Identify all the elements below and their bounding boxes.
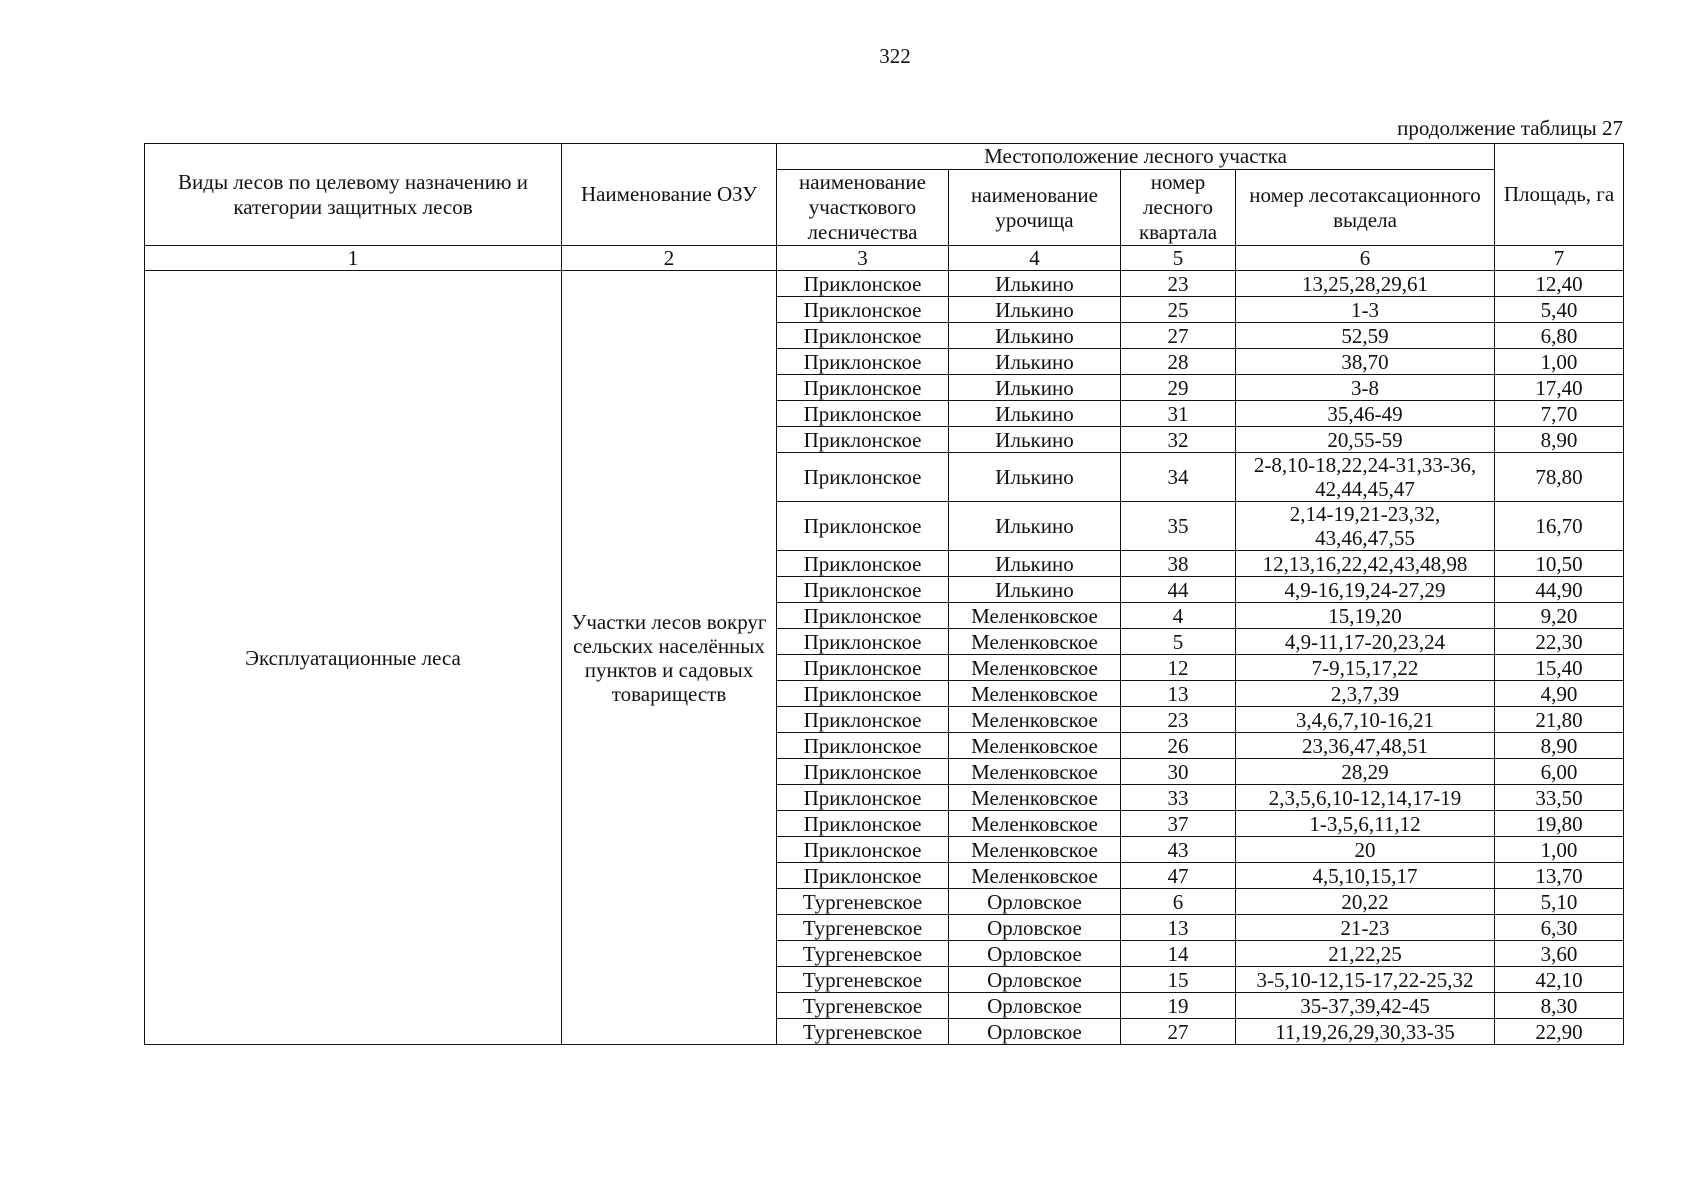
forestry-cell: Приклонское [777,603,949,629]
forestry-cell: Приклонское [777,551,949,577]
forestry-cell: Тургеневское [777,941,949,967]
column-number: 6 [1236,246,1495,271]
area-cell: 8,30 [1495,993,1624,1019]
area-cell: 9,20 [1495,603,1624,629]
quarter-cell: 37 [1121,811,1236,837]
plots-cell: 2,3,5,6,10-12,14,17-19 [1236,785,1495,811]
area-cell: 21,80 [1495,707,1624,733]
plots-cell: 3-8 [1236,375,1495,401]
plots-cell: 11,19,26,29,30,33-35 [1236,1019,1495,1045]
header-plots: номер лесотаксационного выдела [1236,170,1495,246]
forestry-cell: Приклонское [777,863,949,889]
forestry-cell: Приклонское [777,502,949,551]
forestry-cell: Приклонское [777,785,949,811]
quarter-cell: 30 [1121,759,1236,785]
header-area: Площадь, га [1495,144,1624,246]
area-cell: 78,80 [1495,453,1624,502]
forestry-cell: Приклонское [777,629,949,655]
column-number: 1 [145,246,562,271]
column-number: 7 [1495,246,1624,271]
forestry-cell: Приклонское [777,577,949,603]
forestry-cell: Приклонское [777,655,949,681]
forestry-cell: Тургеневское [777,1019,949,1045]
tract-cell: Меленковское [949,811,1121,837]
area-cell: 17,40 [1495,375,1624,401]
quarter-cell: 27 [1121,323,1236,349]
tract-cell: Илькино [949,297,1121,323]
area-cell: 6,30 [1495,915,1624,941]
tract-cell: Меленковское [949,629,1121,655]
plots-cell: 3,4,6,7,10-16,21 [1236,707,1495,733]
quarter-cell: 47 [1121,863,1236,889]
quarter-cell: 13 [1121,915,1236,941]
forestry-cell: Приклонское [777,759,949,785]
forestry-cell: Тургеневское [777,889,949,915]
quarter-cell: 31 [1121,401,1236,427]
plots-cell: 15,19,20 [1236,603,1495,629]
tract-cell: Меленковское [949,785,1121,811]
plots-cell: 2,3,7,39 [1236,681,1495,707]
forestry-cell: Приклонское [777,681,949,707]
plots-cell: 35,46-49 [1236,401,1495,427]
tract-cell: Меленковское [949,759,1121,785]
forestry-cell: Тургеневское [777,993,949,1019]
forestry-cell: Приклонское [777,271,949,297]
table-row [145,271,1624,297]
forestry-cell: Приклонское [777,401,949,427]
quarter-cell: 14 [1121,941,1236,967]
quarter-cell: 34 [1121,453,1236,502]
area-cell: 19,80 [1495,811,1624,837]
table-continuation-label: продолжение таблицы 27 [1397,116,1623,140]
forestry-cell: Тургеневское [777,915,949,941]
tract-cell: Орловское [949,941,1121,967]
area-cell: 13,70 [1495,863,1624,889]
quarter-cell: 5 [1121,629,1236,655]
area-cell: 5,40 [1495,297,1624,323]
forestry-cell: Приклонское [777,297,949,323]
tract-cell: Илькино [949,577,1121,603]
tract-cell: Меленковское [949,837,1121,863]
column-number: 4 [949,246,1121,271]
area-cell: 16,70 [1495,502,1624,551]
plots-cell: 20,55-59 [1236,427,1495,453]
forestry-cell: Приклонское [777,811,949,837]
quarter-cell: 43 [1121,837,1236,863]
area-cell: 42,10 [1495,967,1624,993]
tract-cell: Меленковское [949,733,1121,759]
tract-cell: Орловское [949,967,1121,993]
header-location-group: Местоположение лесного участка [777,144,1495,170]
tract-cell: Илькино [949,323,1121,349]
plots-cell: 28,29 [1236,759,1495,785]
quarter-cell: 12 [1121,655,1236,681]
header-quarter: номер лесного квартала [1121,170,1236,246]
tract-cell: Орловское [949,889,1121,915]
forest-plots-table [144,143,1624,1045]
area-cell: 8,90 [1495,427,1624,453]
quarter-cell: 44 [1121,577,1236,603]
plots-cell: 20 [1236,837,1495,863]
plots-cell: 1-3,5,6,11,12 [1236,811,1495,837]
forestry-cell: Приклонское [777,375,949,401]
area-cell: 22,30 [1495,629,1624,655]
plots-cell: 13,25,28,29,61 [1236,271,1495,297]
table-body [145,271,1624,1045]
quarter-cell: 27 [1121,1019,1236,1045]
tract-cell: Илькино [949,401,1121,427]
tract-cell: Орловское [949,993,1121,1019]
tract-cell: Меленковское [949,863,1121,889]
table-header [145,144,1624,271]
quarter-cell: 33 [1121,785,1236,811]
area-cell: 1,00 [1495,349,1624,375]
plots-cell: 1-3 [1236,297,1495,323]
plots-cell: 21-23 [1236,915,1495,941]
plots-cell: 38,70 [1236,349,1495,375]
tract-cell: Орловское [949,1019,1121,1045]
area-cell: 4,90 [1495,681,1624,707]
plots-cell: 3-5,10-12,15-17,22-25,32 [1236,967,1495,993]
area-cell: 6,80 [1495,323,1624,349]
header-tract: наименование урочища [949,170,1121,246]
tract-cell: Орловское [949,915,1121,941]
plots-cell: 52,59 [1236,323,1495,349]
plots-cell: 23,36,47,48,51 [1236,733,1495,759]
plots-cell: 20,22 [1236,889,1495,915]
forestry-cell: Приклонское [777,349,949,375]
area-cell: 22,90 [1495,1019,1624,1045]
forest-type-cell: Эксплуатационные леса [145,271,562,1045]
area-cell: 44,90 [1495,577,1624,603]
forestry-cell: Приклонское [777,707,949,733]
quarter-cell: 25 [1121,297,1236,323]
forestry-cell: Приклонское [777,427,949,453]
column-number: 2 [562,246,777,271]
tract-cell: Илькино [949,453,1121,502]
tract-cell: Илькино [949,427,1121,453]
area-cell: 10,50 [1495,551,1624,577]
tract-cell: Илькино [949,551,1121,577]
area-cell: 5,10 [1495,889,1624,915]
column-number: 3 [777,246,949,271]
area-cell: 15,40 [1495,655,1624,681]
tract-cell: Илькино [949,271,1121,297]
plots-cell: 4,9-16,19,24-27,29 [1236,577,1495,603]
tract-cell: Илькино [949,502,1121,551]
quarter-cell: 38 [1121,551,1236,577]
quarter-cell: 19 [1121,993,1236,1019]
quarter-cell: 35 [1121,502,1236,551]
plots-cell: 7-9,15,17,22 [1236,655,1495,681]
area-cell: 12,40 [1495,271,1624,297]
ozu-name-cell: Участки лесов вокруг сельских населённых пунктов и садовых товариществ [562,271,777,1045]
page-number: 322 [879,44,911,68]
forestry-cell: Приклонское [777,733,949,759]
column-number-row [145,246,1624,271]
plots-cell: 21,22,25 [1236,941,1495,967]
area-cell: 33,50 [1495,785,1624,811]
column-number: 5 [1121,246,1236,271]
plots-cell: 2-8,10-18,22,24-31,33-36, 42,44,45,47 [1236,453,1495,502]
area-cell: 6,00 [1495,759,1624,785]
tract-cell: Меленковское [949,681,1121,707]
tract-cell: Меленковское [949,655,1121,681]
area-cell: 3,60 [1495,941,1624,967]
quarter-cell: 29 [1121,375,1236,401]
forestry-cell: Тургеневское [777,967,949,993]
quarter-cell: 23 [1121,707,1236,733]
forestry-cell: Приклонское [777,453,949,502]
plots-cell: 4,9-11,17-20,23,24 [1236,629,1495,655]
quarter-cell: 28 [1121,349,1236,375]
quarter-cell: 13 [1121,681,1236,707]
plots-cell: 4,5,10,15,17 [1236,863,1495,889]
quarter-cell: 32 [1121,427,1236,453]
tract-cell: Илькино [949,375,1121,401]
tract-cell: Илькино [949,349,1121,375]
plots-cell: 12,13,16,22,42,43,48,98 [1236,551,1495,577]
forestry-cell: Приклонское [777,837,949,863]
header-forestry: наименование участкового лесничества [777,170,949,246]
quarter-cell: 6 [1121,889,1236,915]
header-ozu-name: Наименование ОЗУ [562,144,777,246]
header-forest-type: Виды лесов по целевому назначению и категории защитных лесов [145,144,562,246]
plots-cell: 35-37,39,42-45 [1236,993,1495,1019]
tract-cell: Меленковское [949,707,1121,733]
quarter-cell: 26 [1121,733,1236,759]
quarter-cell: 15 [1121,967,1236,993]
plots-cell: 2,14-19,21-23,32, 43,46,47,55 [1236,502,1495,551]
area-cell: 8,90 [1495,733,1624,759]
area-cell: 1,00 [1495,837,1624,863]
area-cell: 7,70 [1495,401,1624,427]
forestry-cell: Приклонское [777,323,949,349]
tract-cell: Меленковское [949,603,1121,629]
quarter-cell: 4 [1121,603,1236,629]
quarter-cell: 23 [1121,271,1236,297]
